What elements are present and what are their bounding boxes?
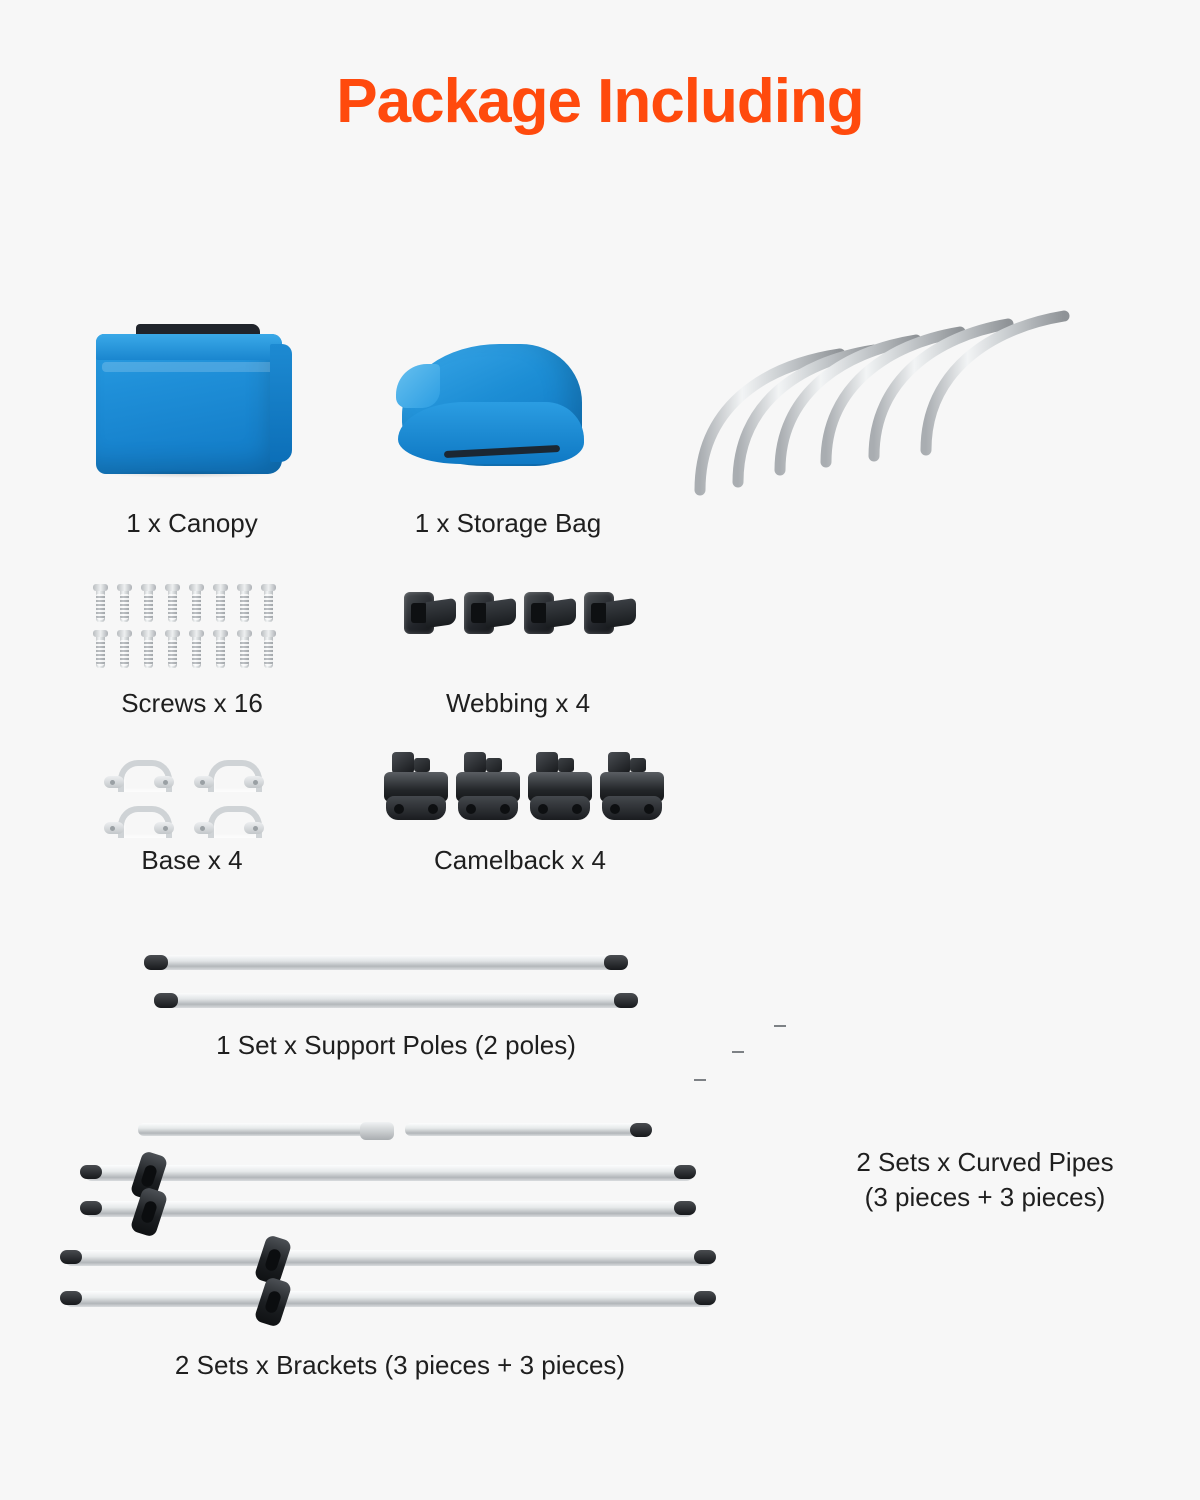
screw-icon	[144, 634, 153, 668]
bracket-end-cap	[80, 1201, 102, 1215]
camelback-plate	[386, 796, 446, 820]
page-title: Package Including	[336, 67, 864, 136]
curved-pipe-icon	[700, 354, 840, 490]
canopy-fold-top	[96, 334, 282, 360]
bracket-end-cap	[674, 1165, 696, 1179]
storage-bag-highlight	[396, 364, 440, 408]
metal-base-bracket-icon	[104, 806, 174, 836]
webbing-tail	[606, 598, 636, 628]
bracket-clamp-icon	[254, 1276, 293, 1328]
screw-icon	[120, 588, 129, 622]
screw-icon	[144, 588, 153, 622]
webbing-strap-icon	[584, 590, 636, 642]
camelback-lever	[414, 758, 430, 772]
canopy-shadow	[102, 470, 278, 478]
bracket-end-cap	[694, 1291, 716, 1305]
camelback-lever	[630, 758, 646, 772]
webbing-tail	[426, 598, 456, 628]
bracket-tube-icon	[138, 1123, 388, 1136]
pole-end-cap	[144, 955, 168, 970]
base-hole-right	[163, 780, 168, 785]
camelback-knob	[464, 752, 486, 774]
storage-bag-image	[392, 340, 602, 490]
webbing-caption: Webbing x 4	[445, 688, 591, 718]
camelback-clamp-icon	[528, 752, 594, 828]
camelback-plate	[530, 796, 590, 820]
curved-pipes-caption	[790, 1145, 1180, 1215]
metal-base-bracket-icon	[194, 760, 264, 790]
base-hole-left	[110, 780, 115, 785]
straight-pole-icon	[146, 955, 626, 970]
bracket-tube-icon	[84, 1201, 694, 1217]
screws-caption: Screws x 16	[121, 688, 263, 718]
camelback-clamp-icon	[384, 752, 450, 828]
bracket-joint	[360, 1122, 394, 1140]
metal-base-bracket-icon	[104, 760, 174, 790]
pole-end-cap	[604, 955, 628, 970]
straight-pole-icon	[156, 993, 636, 1008]
base-hole-right	[253, 780, 258, 785]
storage-bag-caption: 1 x Storage Bag	[414, 508, 602, 538]
screw-icon	[216, 634, 225, 668]
bracket-end-cap	[674, 1201, 696, 1215]
curved-pipes-svg	[660, 310, 1160, 1150]
base-hole-left	[200, 780, 205, 785]
screw-icon	[168, 634, 177, 668]
bracket-end-cap	[694, 1250, 716, 1264]
curved-pipe-group	[700, 316, 1064, 1130]
base-hole-right	[253, 826, 258, 831]
canopy-side-panel	[270, 344, 292, 462]
webbing-image	[404, 590, 636, 662]
camelback-caption: Camelback x 4	[434, 845, 606, 875]
base-hole-left	[110, 826, 115, 831]
bracket-tube-icon	[84, 1165, 694, 1181]
camelback-knob	[608, 752, 630, 774]
brackets-image	[60, 1105, 740, 1320]
curved-pipes-caption-line2: (3 pieces + 3 pieces)	[864, 1182, 1106, 1213]
screw-icon	[264, 588, 273, 622]
camelback-image	[384, 752, 664, 842]
camelback-clamp-icon	[600, 752, 666, 828]
webbing-tail	[546, 598, 576, 628]
curved-pipes-image	[660, 310, 1160, 1150]
screw-icon	[168, 588, 177, 622]
bracket-end-cap	[630, 1123, 652, 1137]
support-poles-caption: 1 Set x Support Poles (2 poles)	[216, 1030, 576, 1060]
camelback-lever	[558, 758, 574, 772]
camelback-lever	[486, 758, 502, 772]
bracket-end-cap	[80, 1165, 102, 1179]
base-hole-left	[200, 826, 205, 831]
pole-end-cap	[614, 993, 638, 1008]
screw-icon	[120, 634, 129, 668]
canopy-image	[92, 322, 292, 482]
webbing-strap-icon	[464, 590, 516, 642]
base-hole-right	[163, 826, 168, 831]
bracket-tube-icon	[64, 1250, 714, 1266]
camelback-plate	[602, 796, 662, 820]
base-image	[104, 760, 284, 846]
bracket-tube-icon	[405, 1123, 645, 1136]
curved-pipe-icon	[738, 350, 874, 482]
screw-icon	[240, 588, 249, 622]
webbing-tail	[486, 598, 516, 628]
screw-icon	[96, 588, 105, 622]
webbing-strap-icon	[404, 590, 456, 642]
canopy-caption: 1 x Canopy	[126, 508, 258, 538]
pole-end-cap	[154, 993, 178, 1008]
curved-pipes-caption-line1: 2 Sets x Curved Pipes	[856, 1147, 1114, 1177]
canopy-fold-line	[102, 362, 276, 372]
screw-icon	[216, 588, 225, 622]
screw-icon	[264, 634, 273, 668]
screw-icon	[192, 588, 201, 622]
bracket-end-cap	[60, 1291, 82, 1305]
camelback-clamp-icon	[456, 752, 522, 828]
bracket-tube-icon	[64, 1291, 714, 1307]
base-caption: Base x 4	[141, 845, 243, 875]
webbing-strap-icon	[524, 590, 576, 642]
bracket-end-cap	[60, 1250, 82, 1264]
screws-image	[96, 588, 286, 670]
camelback-plate	[458, 796, 518, 820]
camelback-knob	[392, 752, 414, 774]
screw-icon	[192, 634, 201, 668]
screw-icon	[240, 634, 249, 668]
brackets-caption: 2 Sets x Brackets (3 pieces + 3 pieces)	[174, 1350, 626, 1380]
camelback-knob	[536, 752, 558, 774]
metal-base-bracket-icon	[194, 806, 264, 836]
support-poles-image	[146, 955, 646, 1015]
screw-icon	[96, 634, 105, 668]
